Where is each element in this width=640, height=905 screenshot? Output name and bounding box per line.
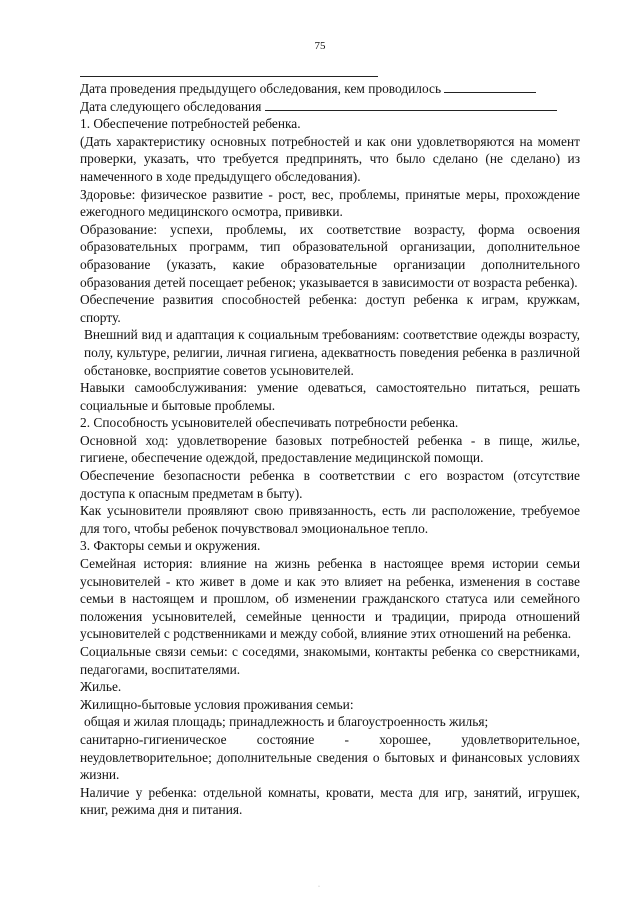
paragraph-housing-heading: Жилье. (80, 679, 122, 695)
paragraph-basic-needs: Основной ход: удовлетворение базовых потребностей ребенка - в пище, жилье, гигиене, обеспечение одеждой, предоставление медицинской помощи. (80, 432, 580, 466)
next-exam-label: Дата следующего обследования (80, 98, 262, 114)
paragraph-attachment: Как усыновители проявляют свою привязанность, есть ли расположение, требуемое для того, чтобы ребенок почувствовал эмоциональное тепло. (80, 503, 580, 536)
paragraph-area: общая и жилая площадь; принадлежность и благоустроенность жилья; (84, 714, 489, 730)
paragraph-health: Здоровье: физическое развитие - рост, вес, проблемы, принятые меры, прохождение ежегодного медицинского осмотра, прививки. (80, 186, 580, 220)
next-exam-line (80, 98, 580, 116)
paragraph-social-ties: Социальные связи семьи: с соседями, знакомыми, контакты ребенка со сверстниками, педагогами, воспитателями. (80, 644, 580, 677)
scan-mark: · (318, 884, 320, 890)
paragraph-living-conditions: Жилищно-бытовые условия проживания семьи: (80, 696, 354, 712)
prev-exam-line (80, 80, 580, 98)
document-body (80, 80, 580, 819)
section-3-heading: 3. Факторы семьи и окружения. (80, 538, 261, 554)
paragraph-appearance: Внешний вид и адаптация к социальным требованиям: соответствие одежды возрасту, полу, культуре, религии, личная гигиена, адекватность поведения ребенка в различной обстановке, восприятие советов усыновителей. (84, 327, 580, 378)
paragraph-self-care: Навыки самообслуживания: умение одеваться, самостоятельно питаться, решать социальные и бытовые проблемы. (80, 380, 580, 413)
section-2-heading: 2. Способность усыновителей обеспечивать потребности ребенка. (80, 415, 459, 431)
header-rule (80, 76, 378, 77)
paragraph-instructions: (Дать характеристику основных потребностей и как они удовлетворяются на момент проверки, указать, что требуется предпринять, что было сделано (не сделано) из намеченного в ходе предыдущего обследования). (80, 133, 580, 184)
next-exam-blank (265, 98, 557, 111)
page-number: 75 (314, 40, 326, 52)
prev-exam-blank (444, 80, 536, 93)
paragraph-sanitary: санитарно-гигиеническое состояние - хорошее, удовлетворительное, неудовлетворительное; дополнительные сведения о бытовых и финансовых условиях жизни. (80, 731, 580, 783)
prev-exam-label: Дата проведения предыдущего обследования, кем проводилось (80, 81, 442, 96)
paragraph-family-history: Семейная история: влияние на жизнь ребенка в настоящее время истории семьи усыновителей - кто живет в доме и как это влияет на ребенка, изменения в составе семьи в настоящем и прошлом, об изменении гражданского статуса или семейного положения усыновителей, семейные ценности и традиции, природа отношений усыновителей с родственниками и между собой, влияние этих отношений на ребенка. (80, 556, 580, 642)
paragraph-abilities: Обеспечение развития способностей ребенка: доступ ребенка к играм, кружкам, спорту. (80, 292, 580, 325)
section-1-heading: 1. Обеспечение потребностей ребенка. (80, 116, 301, 132)
paragraph-safety: Обеспечение безопасности ребенка в соответствии с его возрастом (отсутствие доступа к опасным предметам в быту). (80, 468, 580, 501)
paragraph-child-provisions: Наличие у ребенка: отдельной комнаты, кровати, места для игр, занятий, игрушек, книг, режима дня и питания. (80, 784, 580, 818)
paragraph-education: Образование: успехи, проблемы, их соответствие возрасту, форма освоения образовательных программ, тип образовательной организации, дополнительное образование (указать, какие образовательные организации дополнительного образования детей посещает ребенок; указывается в зависимости от возраста ребенка). (80, 221, 580, 290)
